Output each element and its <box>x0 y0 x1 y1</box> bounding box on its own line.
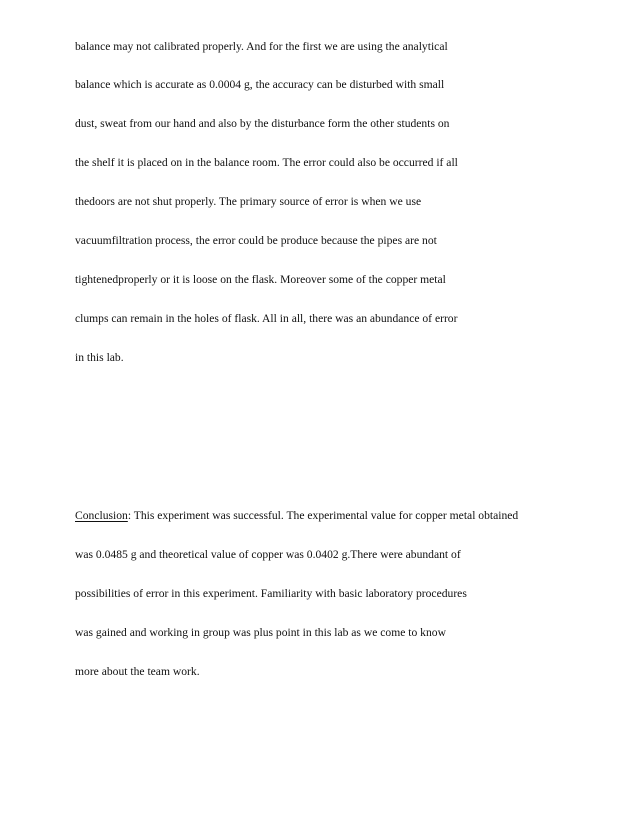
discussion-line-3: dust, sweat from our hand and also by the disturbance form the other students on <box>75 117 450 130</box>
discussion-line-2: balance which is accurate as 0.0004 g, the accuracy can be disturbed with small <box>75 78 445 91</box>
discussion-line-8: clumps can remain in the holes of flask. All in all, there was an abundance of error <box>75 312 458 325</box>
conclusion-line-4: was gained and working in group was plus point in this lab as we come to know <box>75 626 446 639</box>
conclusion-first-line-text: : This experiment was successful. The experimental value for copper metal obtained <box>127 509 519 522</box>
discussion-line-1: balance may not calibrated properly. And for the first we are using the analytical <box>75 40 448 53</box>
conclusion-first-line <box>75 509 518 523</box>
conclusion-heading: Conclusion <box>75 509 128 522</box>
discussion-line-7: tightenedproperly or it is loose on the flask. Moreover some of the copper metal <box>75 273 446 286</box>
conclusion-line-3: possibilities of error in this experiment. Familiarity with basic laboratory procedures <box>75 587 467 600</box>
conclusion-line-5: more about the team work. <box>75 665 200 678</box>
conclusion-line-2: was 0.0485 g and theoretical value of copper was 0.0402 g.There were abundant of <box>75 548 461 561</box>
discussion-line-9: in this lab. <box>75 351 124 364</box>
discussion-line-6: vacuumfiltration process, the error could be produce because the pipes are not <box>75 234 437 247</box>
discussion-line-5: thedoors are not shut properly. The primary source of error is when we use <box>75 195 422 208</box>
discussion-line-4: the shelf it is placed on in the balance room. The error could also be occurred if all <box>75 156 458 169</box>
